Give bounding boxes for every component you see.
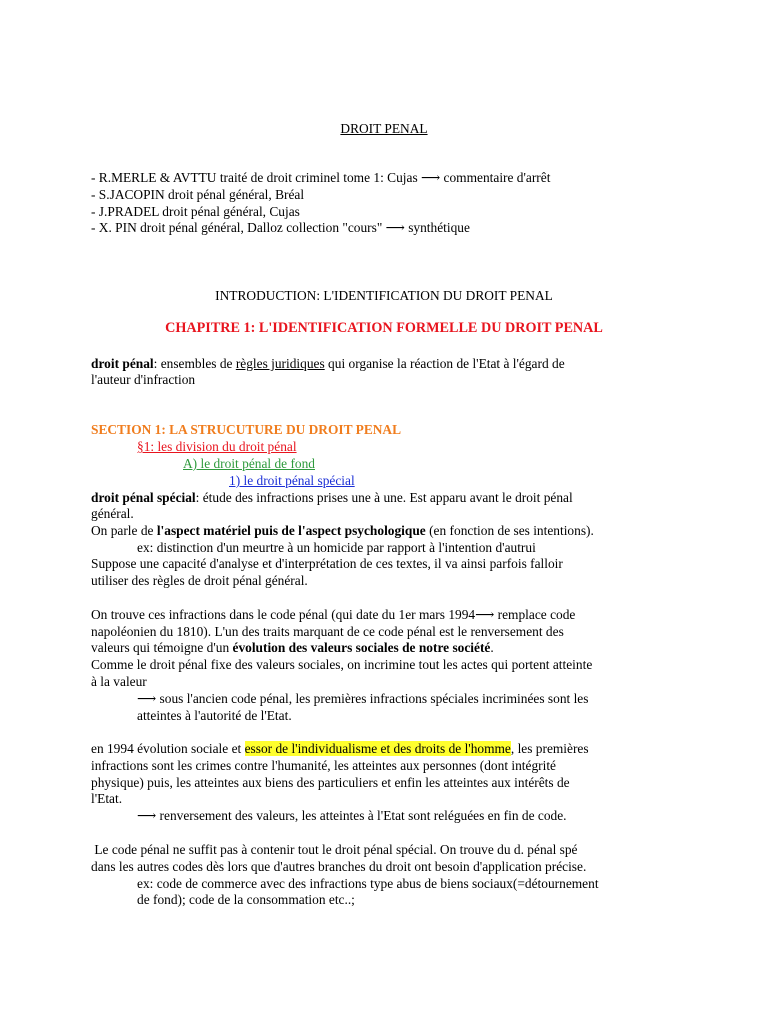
- sub-sub-subsection-heading: 1) le droit pénal spécial: [229, 473, 355, 488]
- document-title: DROIT PENAL: [340, 121, 428, 136]
- evolution-line: l'Etat.: [91, 791, 123, 806]
- introduction-heading: INTRODUCTION: L'IDENTIFICATION DU DROIT PENAL: [215, 288, 553, 303]
- last-paragraph-line: Le code pénal ne suffit pas à contenir tout le droit pénal spécial. On trouve du d. pénal spé: [91, 842, 578, 857]
- definition-text: qui organise la réaction de l'Etat à l'égard de: [324, 356, 565, 371]
- arrow-note-line: atteintes à l'autorité de l'Etat.: [137, 708, 292, 723]
- chapter-heading: CHAPITRE 1: L'IDENTIFICATION FORMELLE DU DROIT PENAL: [165, 320, 603, 336]
- definition-line-2: l'auteur d'infraction: [91, 372, 196, 387]
- code-paragraph-line: à la valeur: [91, 674, 147, 689]
- suppose-line: utiliser des règles de droit pénal général.: [91, 573, 308, 588]
- sub-subsection-heading: A) le droit pénal de fond: [183, 456, 316, 471]
- example-line: ex: code de commerce avec des infractions type abus de biens sociaux(=détournement: [137, 876, 599, 891]
- bibliography-item: - S.JACOPIN droit pénal général, Bréal: [91, 187, 305, 202]
- evolution-line: physique) puis, les atteintes aux biens des particuliers et enfin les atteintes aux intérêts de: [91, 775, 570, 790]
- code-bold: évolution des valeurs sociales de notre société: [232, 640, 491, 655]
- special-line: [91, 490, 573, 506]
- code-paragraph-line: napoléonien du 1810). L'un des traits marquant de ce code pénal est le renversement des: [91, 624, 564, 639]
- evolution-line: [91, 741, 589, 757]
- aspect-line: [91, 523, 594, 539]
- evolution-line: infractions sont les crimes contre l'humanité, les atteintes aux personnes (dont intégrité: [91, 758, 557, 773]
- section-heading: SECTION 1: LA STRUCUTURE DU DROIT PENAL: [91, 422, 402, 437]
- aspect-bold: l'aspect matériel puis de l'aspect psychologique: [156, 523, 426, 538]
- example-line: ex: distinction d'un meurtre à un homicide par rapport à l'intention d'autrui: [137, 540, 536, 555]
- definition-line: [91, 356, 565, 372]
- last-paragraph-line: dans les autres codes dès lors que d'autres branches du droit ont besoin d'application précise.: [91, 859, 587, 874]
- arrow-note-line: ⟶ sous l'ancien code pénal, les premières infractions spéciales incriminées sont les: [137, 691, 589, 706]
- definition-term: droit pénal: [91, 356, 154, 371]
- aspect-text: On parle de: [91, 523, 157, 538]
- subsection-heading: §1: les division du droit pénal: [137, 439, 297, 454]
- example-line: de fond); code de la consommation etc..;: [137, 892, 355, 907]
- evolution-text: , les premières: [510, 741, 589, 756]
- arrow-note-line: ⟶ renversement des valeurs, les atteintes à l'Etat sont reléguées en fin de code.: [137, 808, 567, 823]
- aspect-text: (en fonction de ses intentions).: [425, 523, 594, 538]
- code-paragraph-line: [91, 640, 494, 656]
- bibliography-item: - R.MERLE & AVTTU traité de droit criminel tome 1: Cujas ⟶ commentaire d'arrêt: [91, 170, 551, 185]
- bibliography-item: - X. PIN droit pénal général, Dalloz collection "cours" ⟶ synthétique: [91, 220, 470, 235]
- code-paragraph-line: Comme le droit pénal fixe des valeurs sociales, on incrimine tout les actes qui portent atteinte: [91, 657, 593, 672]
- special-text: : étude des infractions prises une à une. Est apparu avant le droit pénal: [195, 490, 573, 505]
- special-line-2: général.: [91, 506, 134, 521]
- bibliography-item: - J.PRADEL droit pénal général, Cujas: [91, 204, 300, 219]
- highlighted-text: essor de l'individualisme et des droits de l'homme: [244, 741, 511, 756]
- suppose-line: Suppose une capacité d'analyse et d'interprétation de ces textes, il va ainsi parfois falloir: [91, 556, 563, 571]
- special-term: droit pénal spécial: [91, 490, 196, 505]
- definition-underlined: règles juridiques: [235, 356, 325, 371]
- code-paragraph-line: On trouve ces infractions dans le code pénal (qui date du 1er mars 1994⟶ remplace code: [91, 607, 576, 622]
- code-text: .: [490, 640, 494, 655]
- code-text: valeurs qui témoigne d'un: [91, 640, 233, 655]
- evolution-text: en 1994 évolution sociale et: [91, 741, 245, 756]
- definition-text: : ensembles de: [153, 356, 236, 371]
